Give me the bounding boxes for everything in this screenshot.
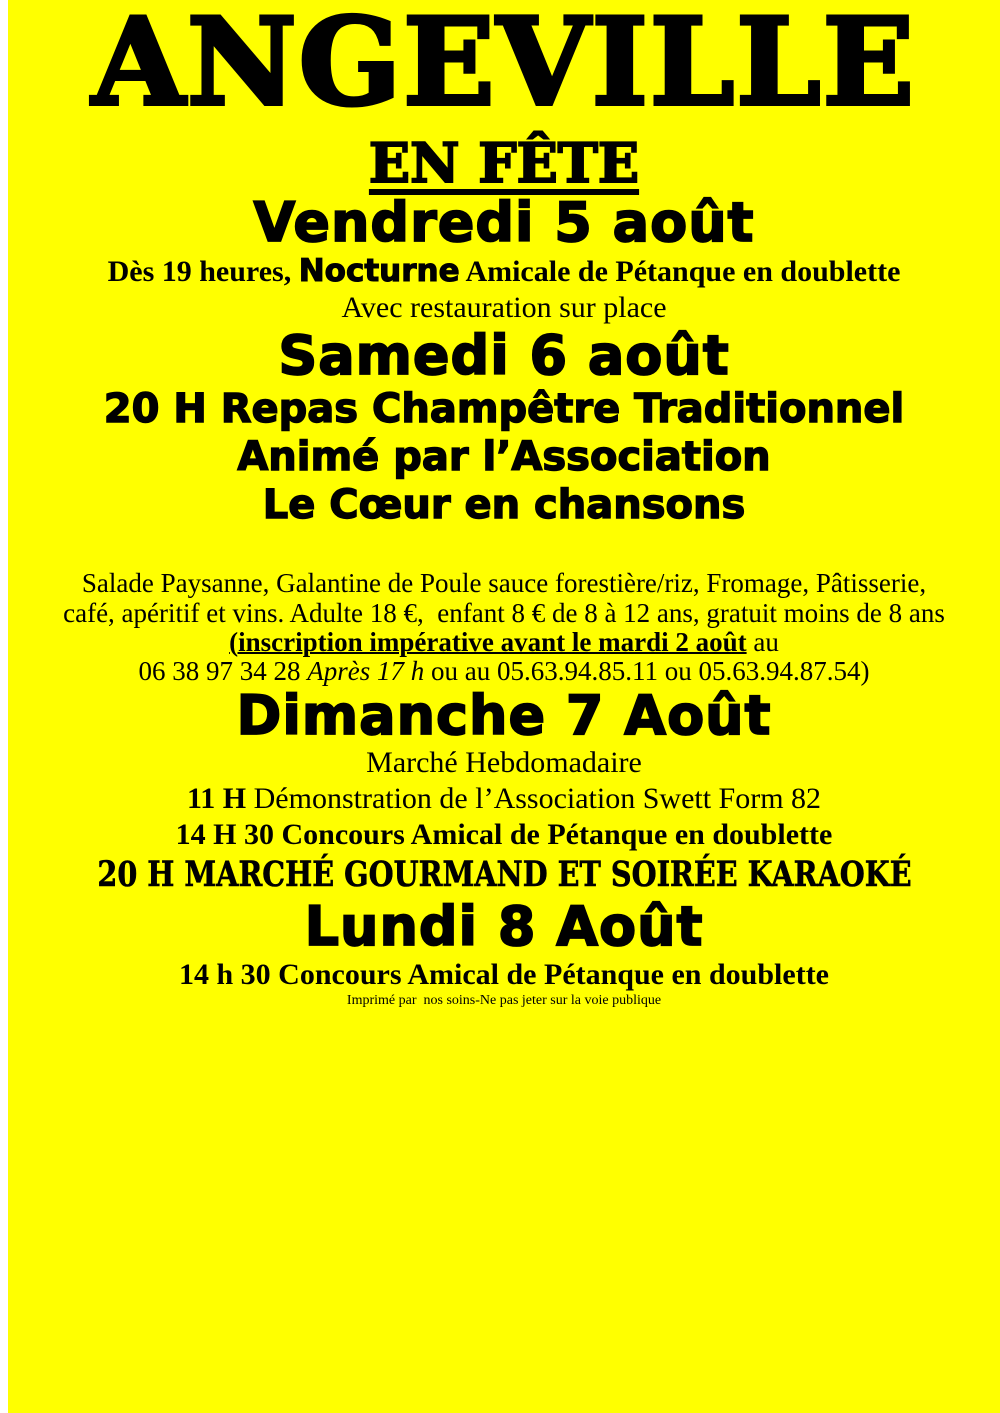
samedi-anime-line: Animé par l’Association [237, 434, 771, 481]
section-lundi [8, 897, 1000, 992]
heading-lundi: Lundi 8 Août [304, 895, 704, 959]
dimanche-petanque-line: 14 H 30 Concours Amical de Pétanque en doublette [175, 818, 833, 852]
heading-dimanche: Dimanche 7 Août [236, 683, 772, 747]
section-vendredi [8, 193, 1000, 326]
dimanche-demo-line [8, 781, 1000, 817]
lundi-petanque-line: 14 h 30 Concours Amical de Pétanque en doublette [178, 957, 829, 991]
section-dimanche [8, 683, 1000, 897]
poster-title: ANGEVILLE [91, 0, 917, 133]
vendredi-event-text: Amicale de Pétanque en doublette [459, 254, 901, 288]
vendredi-restauration-line: Avec restauration sur place [341, 290, 667, 324]
menu-line-1: Salade Paysanne, Galantine de Poule sauce forestière/riz, Fromage, Pâtisserie, [81, 568, 927, 599]
demo-time-text: 11 H [186, 782, 247, 816]
dimanche-marche-line: Marché Hebdomadaire [366, 746, 642, 780]
samedi-repas-line: 20 H Repas Champêtre Traditionnel [103, 386, 905, 433]
phone-numbers-rest: ou au 05.63.94.85.11 ou 05.63.94.87.54) [424, 655, 870, 686]
menu-line-4 [8, 657, 1000, 686]
poster-subtitle: EN FÊTE [368, 131, 640, 195]
heading-vendredi: Vendredi 5 août [253, 191, 755, 255]
menu-line-3 [8, 628, 1000, 657]
apres-17h-text: Après 17 h [307, 655, 425, 686]
phone-number-1: 06 38 97 34 28 [138, 655, 308, 686]
samedi-choir-line: Le Cœur en chansons [262, 482, 746, 529]
vendredi-time-text: Dès 19 heures, [107, 254, 299, 288]
print-disclaimer: Imprimé par nos soins-Ne pas jeter sur la voie publique [346, 992, 662, 1008]
samedi-menu-details [8, 569, 1000, 686]
karaoke-text: 20 H MARCHÉ GOURMAND ET SOIRÉE KARAOKÉ [97, 854, 912, 896]
dimanche-karaoke-line [8, 853, 1000, 897]
section-samedi [8, 323, 1000, 686]
vendredi-nocturne-text: Nocturne [298, 252, 460, 289]
inscription-deadline-text: (inscription impérative avant le mardi 2 août [229, 626, 747, 657]
vendredi-event-line [8, 253, 1000, 290]
menu-line-2: café, apéritif et vins. Adulte 18 €, enfant 8 € de 8 à 12 ans, gratuit moins de 8 ans [63, 597, 945, 628]
heading-samedi: Samedi 6 août [278, 323, 730, 387]
demo-event-text: Démonstration de l’Association Swett Form 82 [246, 782, 822, 816]
inscription-au-text: au [746, 626, 779, 657]
